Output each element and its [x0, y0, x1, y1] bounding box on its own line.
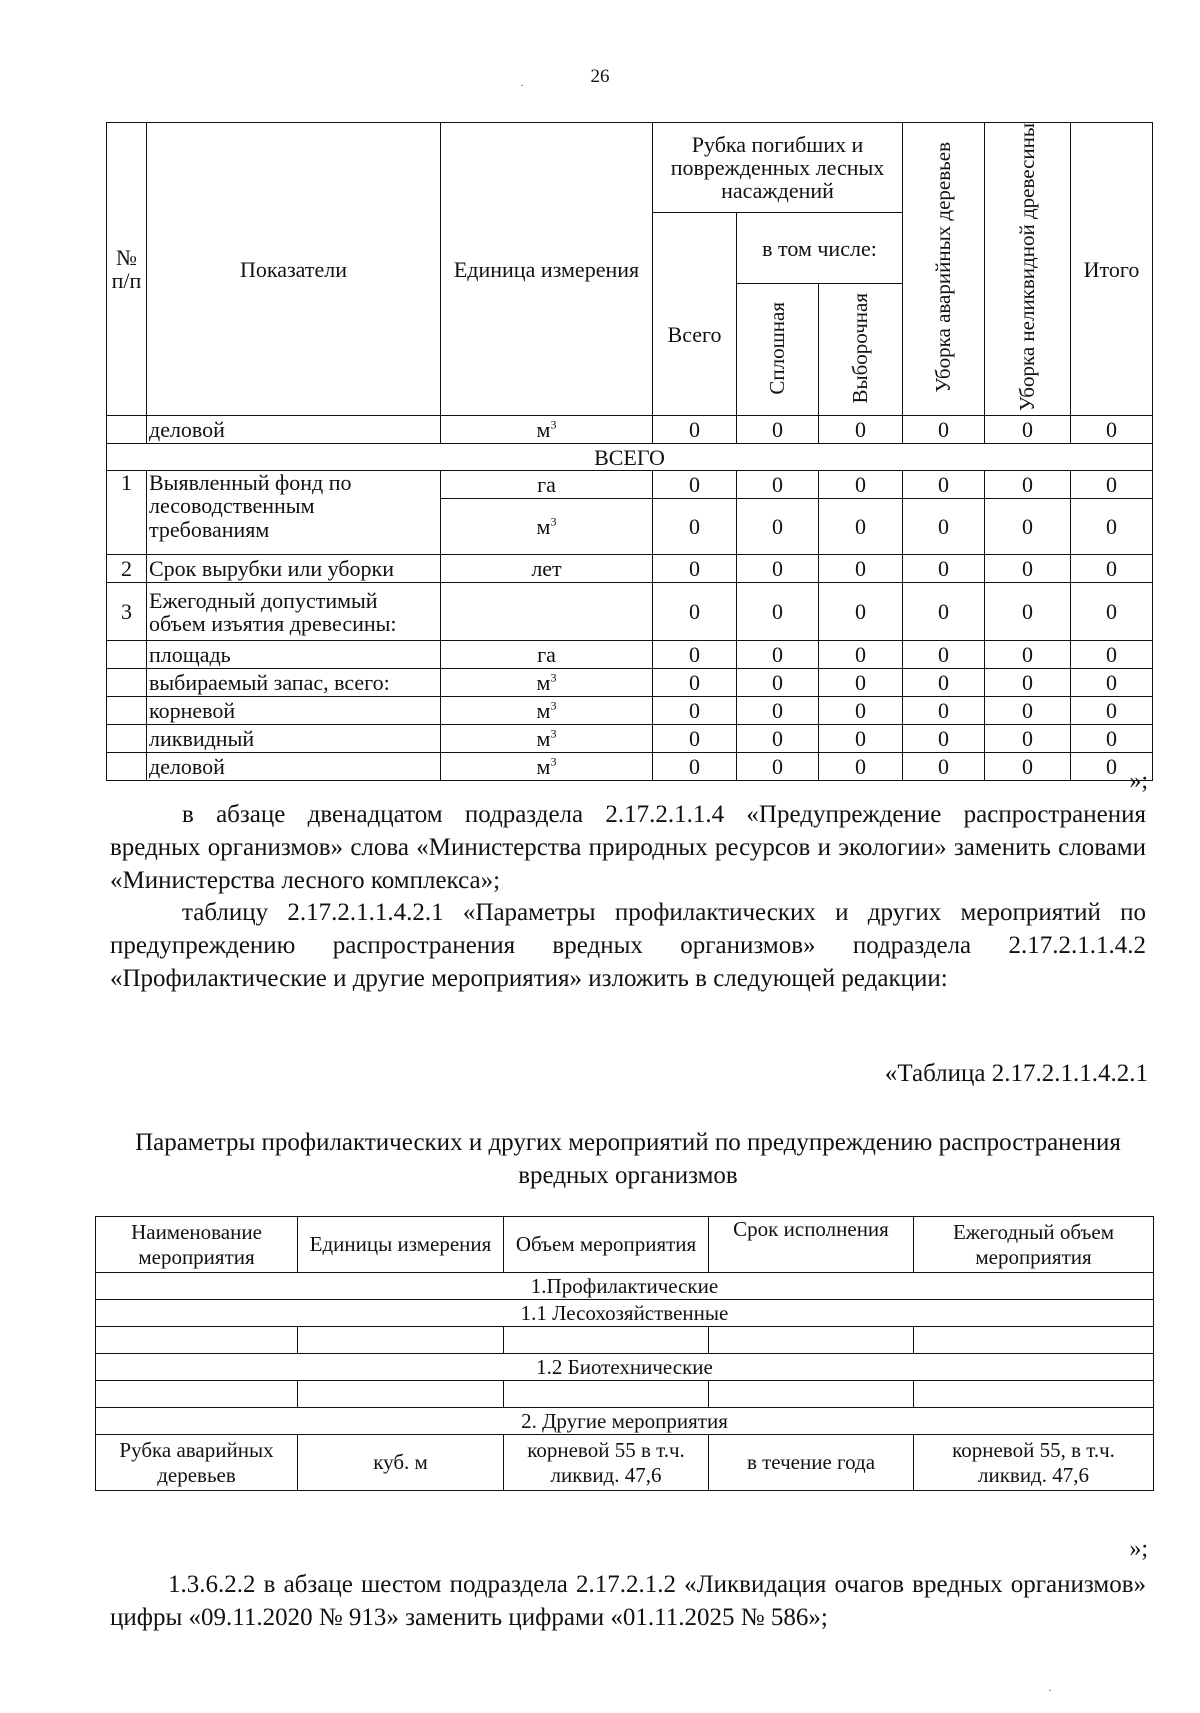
cell-value: 0 — [653, 753, 737, 781]
cell-value: 0 — [819, 725, 903, 753]
cell-value: 0 — [819, 641, 903, 669]
table-row — [107, 697, 1153, 725]
cell-value: 0 — [903, 499, 985, 555]
cell-value: 0 — [819, 416, 903, 444]
header-annual-volume: Ежегодный объем мероприятия — [914, 1217, 1154, 1273]
cell-value: 0 — [1071, 753, 1153, 781]
cell-value: 0 — [1071, 669, 1153, 697]
cell-value: 0 — [819, 583, 903, 641]
cell-value: 0 — [903, 555, 985, 583]
cell-value: 0 — [903, 471, 985, 499]
header-clear-cut: Сплошная — [737, 284, 819, 416]
cell-value: 0 — [737, 725, 819, 753]
row-label: Выявленный фонд по лесоводственным требованиям — [147, 471, 441, 555]
felling-parameters-table — [106, 122, 1153, 781]
cell-value: 0 — [819, 669, 903, 697]
row-num: 3 — [107, 583, 147, 641]
cell-value: 0 — [985, 499, 1071, 555]
paragraph: в абзаце двенадцатом подраздела 2.17.2.1.1.4 «Предупреждение распространения вредных организмов» слова «Министерства природных ресурсов и экологии» заменить словами «Министерства лесного комплекса»; — [110, 801, 1146, 894]
cell-value: 0 — [653, 583, 737, 641]
closing-quote: »; — [1129, 768, 1148, 794]
header-itogo: Итого — [1071, 123, 1153, 416]
cell-deadline: в течение года — [709, 1435, 914, 1491]
cell-value: 0 — [819, 499, 903, 555]
cell-value: 0 — [737, 471, 819, 499]
row-label: деловой — [147, 416, 441, 444]
table-row — [107, 725, 1153, 753]
row-num: 2 — [107, 555, 147, 583]
table-row — [96, 1381, 1154, 1408]
table-row — [96, 1327, 1154, 1354]
row-num: 1 — [107, 471, 147, 555]
cell-value: 0 — [903, 669, 985, 697]
table-title: Параметры профилактических и других мероприятий по предупреждению распространения вредных организмов — [135, 1129, 1121, 1189]
cell-value: 0 — [903, 641, 985, 669]
row-unit: га — [441, 471, 653, 499]
cell-value: 0 — [737, 555, 819, 583]
cell-value: 0 — [985, 471, 1071, 499]
row-label: площадь — [147, 641, 441, 669]
cell-value: 0 — [819, 697, 903, 725]
row-label: корневой — [147, 697, 441, 725]
closing-quote: »; — [1129, 1536, 1148, 1562]
table-row — [107, 641, 1153, 669]
page-number: 26 — [590, 66, 610, 87]
cell-value: 0 — [985, 669, 1071, 697]
cell-value: 0 — [1071, 641, 1153, 669]
section-other: 2. Другие мероприятия — [96, 1408, 1154, 1435]
cell-value: 0 — [653, 416, 737, 444]
table-caption: «Таблица 2.17.2.1.1.4.2.1 — [884, 1060, 1148, 1087]
cell-value: 0 — [1071, 499, 1153, 555]
paragraph: 1.3.6.2.2 в абзаце шестом подраздела 2.17.2.1.2 «Ликвидация очагов вредных организмов» цифры «09.11.2020 № 913» заменить цифрами «01.11.2025 № 586»; — [110, 1571, 1146, 1631]
cell-value: 0 — [985, 697, 1071, 725]
cell-value: 0 — [737, 416, 819, 444]
header-deadline: Срок исполнения — [709, 1217, 914, 1273]
cell-value: 0 — [1071, 555, 1153, 583]
prevention-measures-table — [95, 1216, 1154, 1491]
cell-value: 0 — [1071, 697, 1153, 725]
header-total: Всего — [653, 213, 737, 416]
header-measure-name: Наименование мероприятия — [96, 1217, 298, 1273]
cell-value: 0 — [737, 583, 819, 641]
header-selective: Выборочная — [819, 284, 903, 416]
row-unit: $м^3$ — [441, 753, 653, 781]
cell-value: 0 — [985, 416, 1071, 444]
row-unit: $м^3$ — [441, 416, 653, 444]
cell-value: 0 — [1071, 471, 1153, 499]
cell-value: 0 — [903, 583, 985, 641]
cell-value: 0 — [737, 697, 819, 725]
scan-dot: · — [520, 78, 524, 92]
cell-unit: куб. м — [298, 1435, 504, 1491]
cell-value: 0 — [1071, 725, 1153, 753]
table-row — [107, 753, 1153, 781]
cell-volume: корневой 55 в т.ч. ликвид. 47,6 — [504, 1435, 709, 1491]
header-units: Единицы измерения — [298, 1217, 504, 1273]
section-preventive: 1.Профилактические — [96, 1273, 1154, 1300]
row-label: ликвидный — [147, 725, 441, 753]
cell-value: 0 — [737, 669, 819, 697]
cell-value: 0 — [903, 416, 985, 444]
cell-value: 0 — [653, 669, 737, 697]
cell-value: 0 — [653, 697, 737, 725]
cell-value: 0 — [1071, 583, 1153, 641]
cell-value: 0 — [985, 583, 1071, 641]
header-felling-group: Рубка погибших и поврежденных лесных насаждений — [653, 123, 903, 213]
cell-value: 0 — [903, 753, 985, 781]
row-unit: $м^3$ — [441, 669, 653, 697]
cell-value: 0 — [819, 753, 903, 781]
cell-value: 0 — [653, 471, 737, 499]
cell-value: 0 — [737, 641, 819, 669]
row-label: деловой — [147, 753, 441, 781]
cell-value: 0 — [653, 641, 737, 669]
row-unit: $м^3$ — [441, 725, 653, 753]
cell-value: 0 — [819, 471, 903, 499]
section-total: ВСЕГО — [107, 444, 1153, 471]
paragraph: таблицу 2.17.2.1.1.4.2.1 «Параметры профилактических и других мероприятий по предупреждению распространения вредных организмов» подраздела 2.17.2.1.1.4.2 «Профилактические и другие мероприятия» изложить в следующей редакции: — [110, 899, 1146, 992]
cell-value: 0 — [1071, 416, 1153, 444]
cell-value: 0 — [903, 725, 985, 753]
cell-measure: Рубка аварийных деревьев — [96, 1435, 298, 1491]
cell-value: 0 — [819, 555, 903, 583]
header-emergency-trees: Уборка аварийных деревьев — [903, 123, 985, 416]
table-row — [107, 669, 1153, 697]
row-unit: лет — [441, 555, 653, 583]
row-unit: $м^3$ — [441, 499, 653, 555]
cell-value: 0 — [985, 555, 1071, 583]
table-row — [107, 555, 1153, 583]
header-volume: Объем мероприятия — [504, 1217, 709, 1273]
section-forestry: 1.1 Лесохозяйственные — [96, 1300, 1154, 1327]
row-unit — [441, 583, 653, 641]
cell-value: 0 — [653, 555, 737, 583]
cell-value: 0 — [653, 725, 737, 753]
row-label: Ежегодный допустимый объем изъятия древесины: — [147, 583, 441, 641]
cell-value: 0 — [985, 641, 1071, 669]
cell-value: 0 — [903, 697, 985, 725]
row-label: выбираемый запас, всего: — [147, 669, 441, 697]
cell-annual-volume: корневой 55, в т.ч. ликвид. 47,6 — [914, 1435, 1154, 1491]
cell-value: 0 — [985, 725, 1071, 753]
header-illiquid-wood: Уборка неликвидной древесины — [985, 123, 1071, 416]
row-label: Срок вырубки или уборки — [147, 555, 441, 583]
table-row — [107, 416, 1153, 444]
table-row — [96, 1435, 1154, 1491]
cell-value: 0 — [737, 499, 819, 555]
header-num: № п/п — [107, 123, 147, 416]
scan-dot: · — [1048, 1683, 1052, 1697]
table-row — [107, 471, 1153, 499]
cell-value: 0 — [737, 753, 819, 781]
row-unit: га — [441, 641, 653, 669]
row-unit: $м^3$ — [441, 697, 653, 725]
header-including: в том числе: — [737, 213, 903, 284]
header-indicators: Показатели — [147, 123, 441, 416]
cell-value: 0 — [985, 753, 1071, 781]
cell-value: 0 — [653, 499, 737, 555]
section-biotechnical: 1.2 Биотехнические — [96, 1354, 1154, 1381]
table-row — [107, 583, 1153, 641]
header-unit: Единица измерения — [441, 123, 653, 416]
